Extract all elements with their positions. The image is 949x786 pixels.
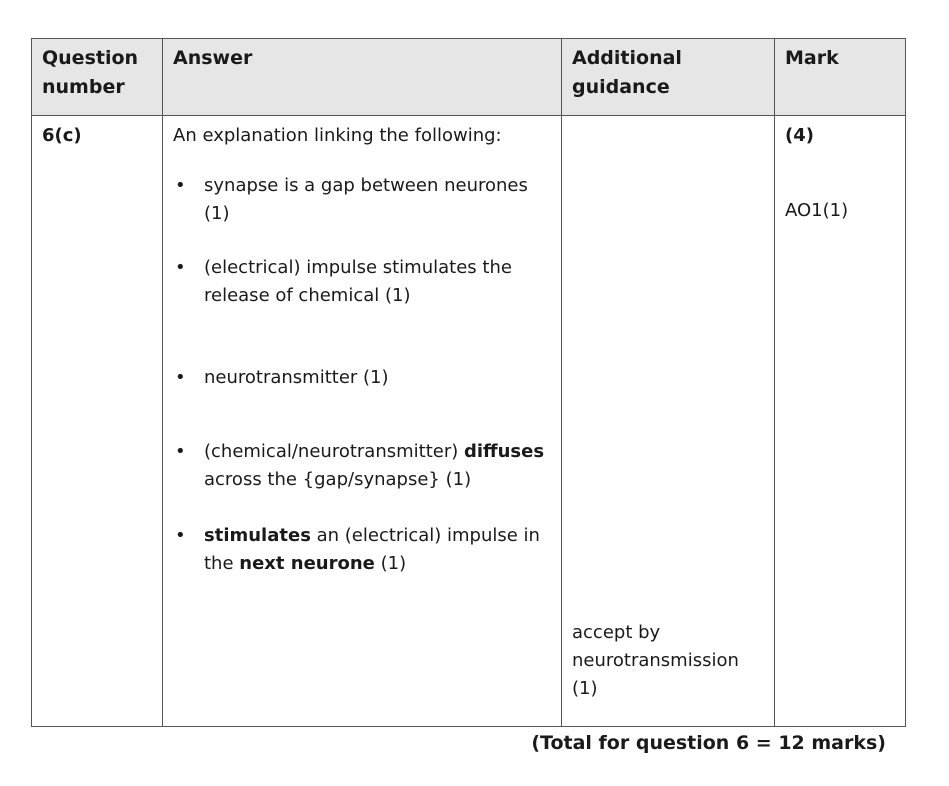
header-question-number: Question number xyxy=(32,39,163,116)
bullet-icon: • xyxy=(175,175,186,196)
additional-guidance-text: accept by neurotransmission (1) xyxy=(572,622,739,699)
answer-point: • (electrical) impulse stimulates the release of chemical (1) xyxy=(163,254,561,310)
answer-intro: An explanation linking the following: xyxy=(173,125,502,146)
mark-cell xyxy=(775,116,906,727)
table-row xyxy=(32,116,906,727)
additional-guidance-cell xyxy=(562,116,775,727)
answer-points-list xyxy=(163,172,561,578)
answer-cell xyxy=(163,116,562,727)
header-additional-guidance: Additional guidance xyxy=(562,39,775,116)
mark-scheme-table xyxy=(31,38,906,727)
answer-point: • neurotransmitter (1) xyxy=(163,364,561,392)
mark-assessment-objective: AO1(1) xyxy=(785,200,849,221)
answer-point: • synapse is a gap between neurones (1) xyxy=(163,172,561,228)
header-answer: Answer xyxy=(163,39,562,116)
header-row xyxy=(32,39,906,116)
bullet-icon: • xyxy=(175,367,186,388)
mark-total: (4) xyxy=(785,125,814,146)
question-number-cell xyxy=(32,116,163,727)
question-total: (Total for question 6 = 12 marks) xyxy=(531,732,886,754)
bullet-icon: • xyxy=(175,441,186,462)
question-number: 6(c) xyxy=(42,125,82,146)
bullet-icon: • xyxy=(175,257,186,278)
bullet-icon: • xyxy=(175,525,186,546)
answer-point: • stimulates an (electrical) impulse in the next neurone (1) xyxy=(163,522,561,578)
answer-point: • (chemical/neurotransmitter) diffuses across the {gap/synapse} (1) xyxy=(163,438,561,494)
header-mark: Mark xyxy=(775,39,906,116)
mark-scheme-table-wrapper xyxy=(31,38,905,727)
